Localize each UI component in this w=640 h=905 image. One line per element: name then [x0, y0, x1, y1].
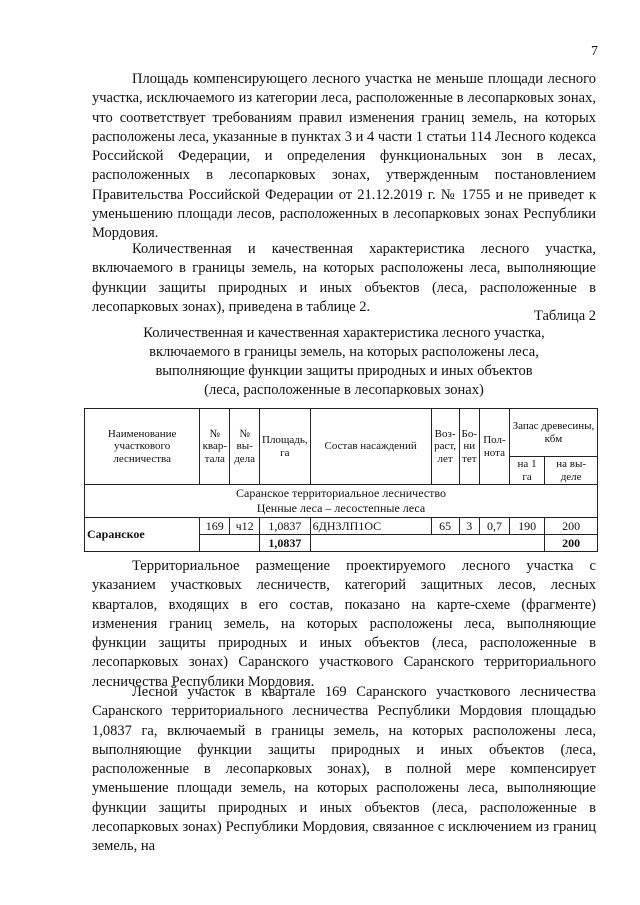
header-quarter: № квар-тала [200, 409, 230, 485]
cell-quarter: 169 [200, 518, 230, 535]
page-number: 7 [591, 44, 598, 59]
header-density: Пол-нота [480, 409, 510, 485]
table-row [85, 518, 598, 535]
table-section-heading [85, 485, 598, 518]
forest-plot-table [84, 408, 598, 552]
cell-plot: ч12 [230, 518, 260, 535]
cell-forestry: Саранское [85, 518, 200, 552]
table-title [92, 324, 596, 400]
header-area: Площадь, га [260, 409, 311, 485]
cell-area: 1,0837 [260, 518, 311, 535]
cell-empty [310, 535, 545, 552]
table-title-line: (леса, расположенные в лесопарковых зонах) [204, 382, 484, 398]
table-title-line: включаемого в границы земель, на которых расположены леса, [149, 344, 539, 360]
cell-composition: 6ДН3ЛП1ОС [310, 518, 431, 535]
section-forest-category: Ценные леса – лесостепные леса [256, 501, 426, 515]
paragraph-compensation-area: Площадь компенсирующего лесного участка не меньше площади лесного участка, исключаемого из категории леса, расположенные в лесопарковых зонах, что соответствует требованиям правил изменения границ земель, на которых расположены леса, указанные в пунктах 3 и 4 части 1 статьи 114 Лесного кодекса Российской Федерации, и определения функциональных зон в лесах, расположенных в лесопарковых зонах, утвержденным постановлением Правительства Российской Федерации от 21.12.2019 г. № 1755 и не приведет к уменьшению площади лесов, расположенных в лесопарковых зонах Республики Мордовия. [92, 71, 596, 242]
cell-density: 0,7 [480, 518, 510, 535]
table-title-line: выполняющие функции защиты природных и иных объектов [155, 363, 533, 379]
cell-total-area: 1,0837 [260, 535, 311, 552]
paragraph-characteristics-intro: Количественная и качественная характеристика лесного участка, включаемого в границы земель, на которых расположены леса, выполняющие функции защиты природных и иных объектов (леса, расположенные в лесопарковых зонах), приведена в таблице 2. [92, 241, 596, 315]
header-site-class: Бо-ни тет [459, 409, 479, 485]
header-stock: Запас древесины, кбм [509, 409, 597, 457]
header-forestry: Наименование участкового лесничества [85, 409, 200, 485]
header-plot: № вы-дела [230, 409, 260, 485]
cell-age: 65 [431, 518, 459, 535]
table-label: Таблица 2 [533, 308, 596, 324]
section-forestry-name: Саранское территориальное лесничество [236, 486, 446, 500]
cell-site-class: 3 [459, 518, 479, 535]
cell-stock-per-ha: 190 [509, 518, 544, 535]
header-age: Воз-раст, лет [431, 409, 459, 485]
table-title-line: Количественная и качественная характеристика лесного участка, [143, 325, 545, 341]
header-stock-per-ha: на 1 га [509, 457, 544, 485]
cell-stock-on-plot: 200 [545, 518, 598, 535]
paragraph-territorial-placement: Территориальное размещение проектируемого лесного участка с указанием участковых лесничеств, категорий защитных лесов, лесных кварталов, входящих в его состав, показано на карте-схеме (фрагменте) изменения границ земель, на которых расположены леса, выполняющие функции защиты природных и иных объектов (леса, расположенные в лесопарковых зонах) Саранского участкового Саранского территориального лесничества Республики Мордовия. [92, 558, 596, 690]
paragraph-plot-compensation: Лесной участок в квартале 169 Саранского участкового лесничества Саранского территориального лесничества Республики Мордовия площадью 1,0837 га, включаемый в границы земель, на которых расположены леса, выполняющие функции защиты природных и иных объектов (леса, расположенные в лесопарковых зонах), в полной мере компенсирует уменьшение площади земель, на которых расположены леса, выполняющие функции защиты природных и иных объектов (леса, расположенные в лесопарковых зонах) Республики Мордовия, связанное с исключением из границ земель, на [92, 684, 596, 855]
cell-total-stock: 200 [545, 535, 598, 552]
header-stock-on-plot: на вы-деле [545, 457, 598, 485]
cell-empty [200, 535, 260, 552]
header-composition: Состав насаждений [310, 409, 431, 485]
